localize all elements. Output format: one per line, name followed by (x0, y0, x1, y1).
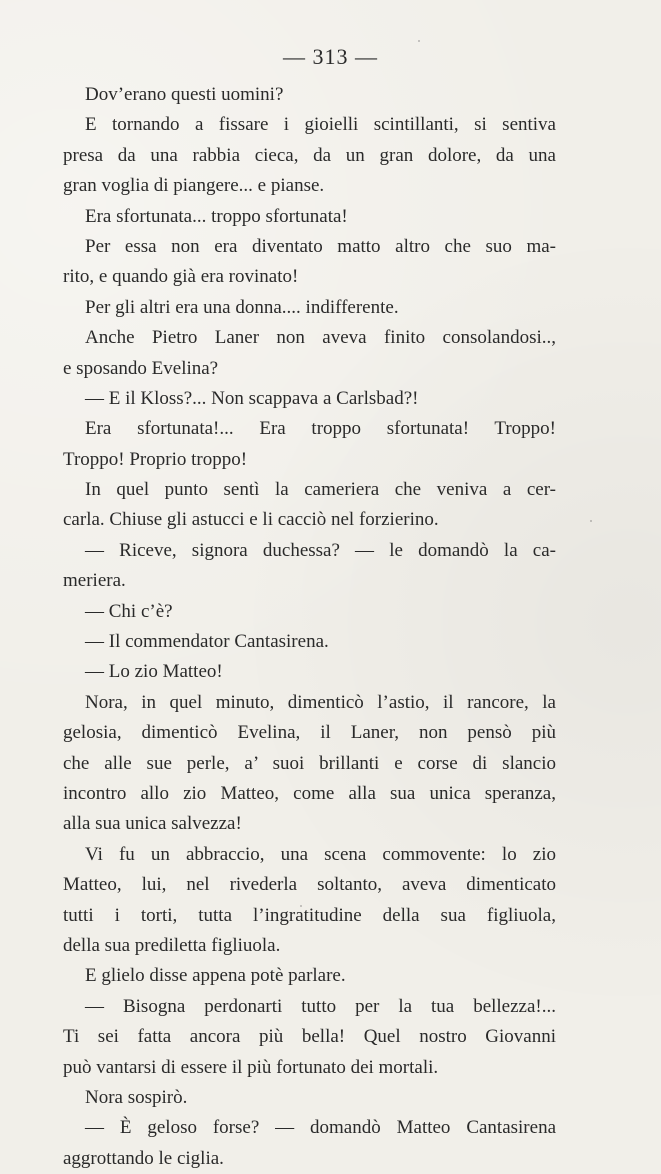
text-line: e sposando Evelina? (63, 357, 219, 379)
text-line: Ti sei fatta ancora più bella! Quel nostro Giovanni (63, 1026, 556, 1048)
text-line: Matteo, lui, nel rivederla soltanto, aveva dimenticato (63, 874, 556, 896)
text-line: presa da una rabbia cieca, da un gran dolore, da una (63, 144, 556, 166)
text-line: aggrottando le ciglia. (63, 1147, 224, 1169)
text-line: può vantarsi di essere il più fortunato dei mortali. (63, 1056, 439, 1078)
text-line: Per essa non era diventato matto altro che suo ma- (85, 235, 556, 257)
text-line: Era sfortunata!... Era troppo sfortunata! Troppo! (85, 418, 556, 440)
text-line: Vi fu un abbraccio, una scena commovente: lo zio (85, 843, 556, 865)
text-line: alla sua unica salvezza! (63, 813, 242, 835)
page-number: — 313 — (283, 44, 378, 69)
text-line: Dov’erano questi uomini? (85, 84, 284, 105)
text-line: Anche Pietro Laner non aveva finito consolandosi.., (85, 327, 556, 349)
text-line: gran voglia di piangere... e pianse. (63, 175, 325, 197)
text-line: Nora sospirò. (85, 1086, 188, 1108)
text-line: della sua prediletta figliuola. (63, 934, 281, 956)
text-line: — Bisogna perdonarti tutto per la tua bellezza!... (85, 995, 556, 1017)
text-line: — Riceve, signora duchessa? — le domandò la ca- (85, 539, 556, 561)
page-body-text (63, 80, 556, 1174)
text-line: — È geloso forse? — domandò Matteo Cantasirena (85, 1117, 556, 1139)
text-line: meriera. (63, 570, 126, 592)
text-line: — E il Kloss?... Non scappava a Carlsbad?! (85, 387, 419, 409)
paper-speck (590, 520, 592, 522)
text-line: E glielo disse appena potè parlare. (85, 965, 346, 987)
text-line: che alle sue perle, a’ suoi brillanti e corse di slancio (63, 752, 556, 774)
text-line: — Il commendator Cantasirena. (85, 631, 329, 653)
text-line: Troppo! Proprio troppo! (63, 448, 248, 470)
text-line: — Chi c’è? (85, 600, 173, 622)
text-line: Per gli altri era una donna.... indifferente. (85, 296, 399, 318)
paper-speck (418, 40, 420, 42)
text-line: E tornando a fissare i gioielli scintillanti, si sentiva (85, 114, 556, 136)
text-line: gelosia, dimenticò Evelina, il Laner, non pensò più (63, 722, 556, 744)
text-line: Nora, in quel minuto, dimenticò l’astio, il rancore, la (85, 691, 556, 713)
text-line: In quel punto sentì la cameriera che veniva a cer- (85, 479, 556, 501)
text-line: rito, e quando già era rovinato! (63, 266, 299, 288)
text-line: Era sfortunata... troppo sfortunata! (85, 205, 348, 227)
text-line: carla. Chiuse gli astucci e li cacciò nel forzierino. (63, 509, 439, 531)
text-line: tutti i torti, tutta l’ingratitudine della sua figliuola, (63, 904, 556, 926)
text-line: incontro allo zio Matteo, come alla sua unica speranza, (63, 782, 556, 804)
text-line: — Lo zio Matteo! (85, 661, 223, 683)
